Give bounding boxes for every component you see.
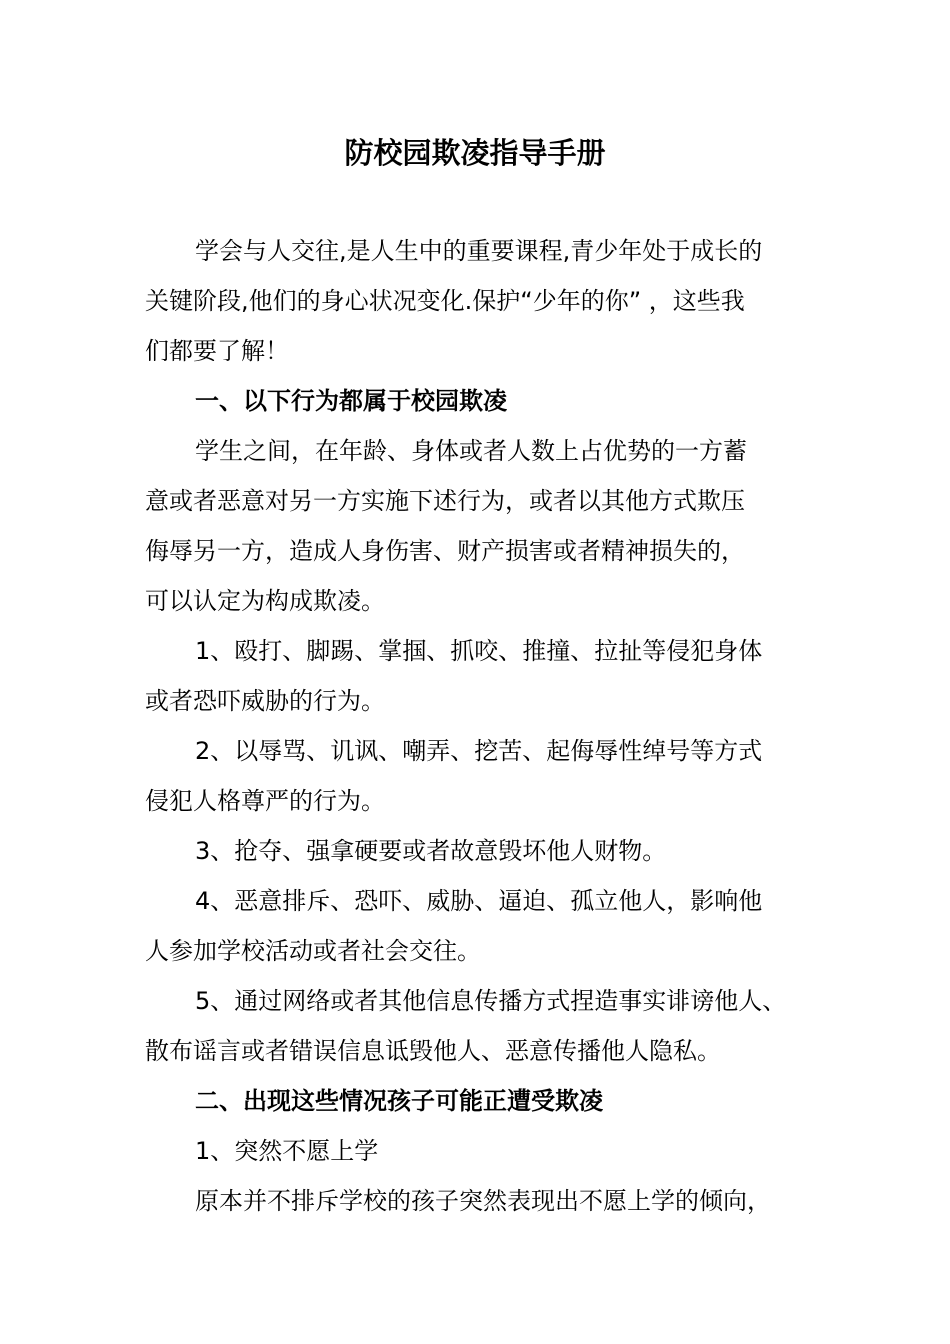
list-item-line: 侵犯人格尊严的行为。 — [145, 787, 385, 815]
list-item-line: 散布谣言或者错误信息诋毁他人、恶意传播他人隐私。 — [145, 1037, 721, 1065]
list-item-line: 3、抢夺、强拿硬要或者故意毁坏他人财物。 — [195, 837, 667, 865]
list-item-line: 5、通过网络或者其他信息传播方式捏造事实诽谤他人、 — [195, 987, 787, 1015]
document-body — [145, 226, 825, 1226]
paragraph-line: 关键阶段,他们的身心状况变化.保护“少年的你” ，这些我 — [145, 287, 745, 315]
list-item-line: 或者恐吓威胁的行为。 — [145, 687, 385, 715]
paragraph-line: 学生之间，在年龄、身体或者人数上占优势的一方蓄 — [195, 437, 747, 465]
section-heading: 一、以下行为都属于校园欺凌 — [195, 387, 507, 415]
paragraph-line: 们都要了解！ — [145, 337, 289, 365]
list-item-line: 人参加学校活动或者社会交往。 — [145, 937, 481, 965]
list-item-line: 4、恶意排斥、恐吓、威胁、逼迫、孤立他人，影响他 — [195, 887, 763, 915]
paragraph-line: 原本并不排斥学校的孩子突然表现出不愿上学的倾向， — [195, 1187, 771, 1215]
paragraph-line: 侮辱另一方，造成人身伤害、财产损害或者精神损失的， — [145, 537, 745, 565]
subheading-line: 1、突然不愿上学 — [195, 1137, 379, 1165]
section-heading: 二、出现这些情况孩子可能正遭受欺凌 — [195, 1087, 603, 1115]
document-title: 防校园欺凌指导手册 — [344, 136, 606, 170]
paragraph-line: 学会与人交往,是人生中的重要课程,青少年处于成长的 — [195, 237, 763, 265]
paragraph-line: 可以认定为构成欺凌。 — [145, 587, 385, 615]
list-item-line: 2、以辱骂、讥讽、嘲弄、挖苦、起侮辱性绰号等方式 — [195, 737, 763, 765]
list-item-line: 1、殴打、脚踢、掌掴、抓咬、推撞、拉扯等侵犯身体 — [195, 637, 763, 665]
paragraph-line: 意或者恶意对另一方实施下述行为，或者以其他方式欺压 — [145, 487, 745, 515]
